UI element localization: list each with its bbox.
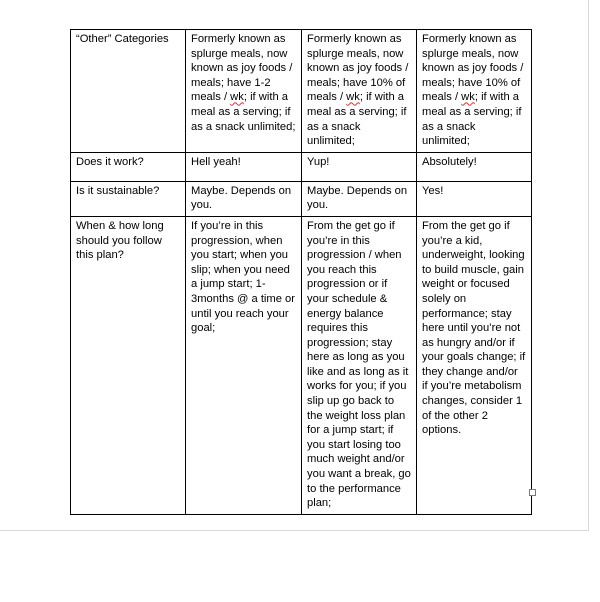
table-cell[interactable]: From the get go if you’re in this progression / when you reach this progression or if your schedule & energy balance requires this progression; stay here as long as you like and as long as it works for you; if you slip up go back to the weight loss plan for a jump start; if you start losing too much weight and/or you want a break, go to the performance plan; — [302, 216, 417, 514]
row-label: Is it sustainable? — [76, 184, 160, 197]
table-resize-handle[interactable] — [529, 489, 536, 496]
table-cell[interactable]: Yes! — [417, 181, 532, 216]
table-cell[interactable]: Yup! — [302, 152, 417, 181]
table-cell[interactable]: Maybe. Depends on you. — [302, 181, 417, 216]
row-label: Does it work? — [76, 155, 144, 168]
table-cell[interactable]: Formerly known as splurge meals, now known as joy foods / meals; have 1-2 meals / wk; if with a meal as a serving; if as a snack unlimited; — [186, 30, 302, 153]
row-label-cell[interactable] — [71, 181, 186, 216]
table-row — [71, 216, 532, 514]
spellcheck-flagged-word[interactable]: wk — [230, 91, 244, 104]
table-cell[interactable]: Formerly known as splurge meals, now known as joy foods / meals; have 10% of meals / wk; if with a meal as a serving; if as a snack unlimited; — [302, 30, 417, 153]
spellcheck-flagged-word[interactable]: wk — [346, 91, 360, 104]
table-cell[interactable]: Absolutely! — [417, 152, 532, 181]
row-label-cell[interactable] — [71, 152, 186, 181]
table-cell[interactable]: From the get go if you’re a kid, underweight, looking to build muscle, gain weight or focused solely on performance; stay here until you’re not as hungry and/or if your goals change; if they change and/or if you’re metabolism changes, consider 1 of the other 2 options. — [417, 216, 532, 514]
row-label-cell[interactable] — [71, 30, 186, 153]
table-cell[interactable]: Hell yeah! — [186, 152, 302, 181]
row-label: “Other” Categories — [76, 33, 169, 45]
plan-comparison-table[interactable] — [70, 29, 532, 515]
table-cell[interactable]: Maybe. Depends on you. — [186, 181, 302, 216]
spellcheck-flagged-word[interactable]: wk — [461, 91, 475, 104]
table-row — [71, 30, 532, 153]
table-cell[interactable]: If you’re in this progression, when you start; when you slip; when you need a jump start; 1-3months @ a time or until you reach your goal; — [186, 216, 302, 514]
table-cell[interactable]: Formerly known as splurge meals, now known as joy foods / meals; have 10% of meals / wk; if with a meal as a serving; if as a snack unlimited; — [417, 30, 532, 153]
table-row — [71, 152, 532, 181]
row-label-cell[interactable] — [71, 216, 186, 514]
row-label: When & how long should you follow this plan? — [76, 219, 164, 262]
table-row — [71, 181, 532, 216]
